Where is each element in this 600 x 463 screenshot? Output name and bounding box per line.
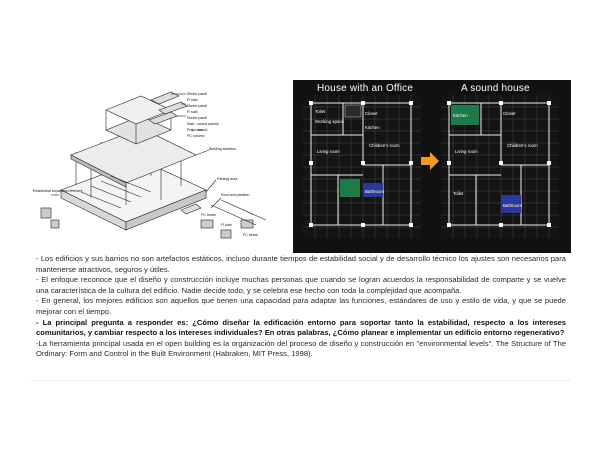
label-proj-sound: Proj. - sound: [187, 128, 208, 132]
floor-plans-panel: [293, 80, 571, 253]
plan-a-kitchen: Kitchen: [365, 125, 380, 130]
plan-a-working-space: Working space: [315, 119, 344, 124]
plan-b-childrens-room: Children's room: [507, 143, 538, 148]
plan-a-living-room: Living room: [317, 149, 340, 154]
plan-a-toilet: Toilet: [315, 109, 326, 114]
body-text: [36, 254, 566, 360]
floor-plan-sound: [441, 95, 559, 238]
label-building-skeleton: Building skeleton: [209, 147, 237, 151]
label-sound-panels: Slab - sound panels: [187, 122, 219, 126]
paragraph: - En general, los mejores edificios son aquellos que tienen una capacidad para adaptar las funciones, estándares de uso y estilo de vida, y que se puede mejorar con el tiempo.: [36, 296, 566, 316]
label-fc-beam: FC beam: [243, 233, 258, 237]
plan-b-living-room: Living room: [455, 149, 478, 154]
plan-title-sound: A sound house: [461, 83, 530, 94]
plan-a-closet: Closet: [365, 111, 378, 116]
label-fl-slab-2: Fl slab: [187, 110, 198, 114]
plan-b-bathroom: Bathroom: [503, 203, 523, 208]
label-shrine-panel-3: Shrine panel: [187, 116, 208, 120]
label-pc-column: PC column: [187, 134, 205, 138]
paragraph: -La herramienta principal usada en el open building es la organización del proceso de diseño y construcción en "environmental levels". The Structure of The Ordinary: Form and Control in the Built Environment (Habraken, MIT Press, 1998).: [36, 338, 566, 359]
plan-b-closet: Closet: [503, 111, 516, 116]
label-roof-partition: Roof and partition: [221, 193, 250, 197]
arrow-right-icon: [421, 152, 439, 170]
label-residential-separation: Residential separation element: [33, 189, 83, 193]
label-shrine-panel-2: Shrine panel: [187, 104, 208, 108]
green-room: [340, 179, 360, 197]
label-fl-slab-1: Fl slab: [187, 98, 198, 102]
plan-b-kitchen: Kitchen: [453, 113, 468, 118]
label-pc-beam: PC beam: [201, 213, 216, 217]
image-band: [31, 80, 571, 253]
paragraph: - Los edificios y sus barrios no son artefactos estáticos, incluso durante tiempos de estabilidad social y de desarrollo técnico los ajustes son necesarios para mantenerse atractivos, seguros y útiles.: [36, 254, 566, 274]
plan-title-office: House with an Office: [317, 83, 414, 94]
label-shrine-panel-1: Shrine panel: [187, 92, 208, 96]
paragraph-bold: - La principal pregunta a responder es: ¿Cómo diseñar la edificación entorno para soportar tanto la estabilidad, respecto a los intereses comunitarios, y cambiar respecto a los intereses individuales? En otras palabras, ¿Cómo planear e implementar un edificio entorno regenerativo?: [36, 317, 566, 338]
label-fl-slab-3: Fl slab: [221, 223, 232, 227]
plan-a-bathroom: Bathroom: [365, 189, 385, 194]
isometric-drawing: [31, 80, 293, 253]
plan-a-childrens-room: Children's room: [369, 143, 400, 148]
isometric-building-diagram: [31, 80, 293, 253]
divider: [31, 380, 571, 381]
plan-b-toilet: Toilet: [453, 191, 464, 196]
label-parking-area: Parking area: [217, 177, 238, 181]
paragraph: - El enfoque reconoce que el diseño y construcción incluye muchas personas que cuando se logran acuerdos la responsabilidad de comparte y se vuelve una característica de la cultura del edificio. Nadie decide todo, y se celebra ese hecho con toda la complejidad que acompaña.: [36, 275, 566, 295]
floor-plan-office: [303, 95, 421, 238]
